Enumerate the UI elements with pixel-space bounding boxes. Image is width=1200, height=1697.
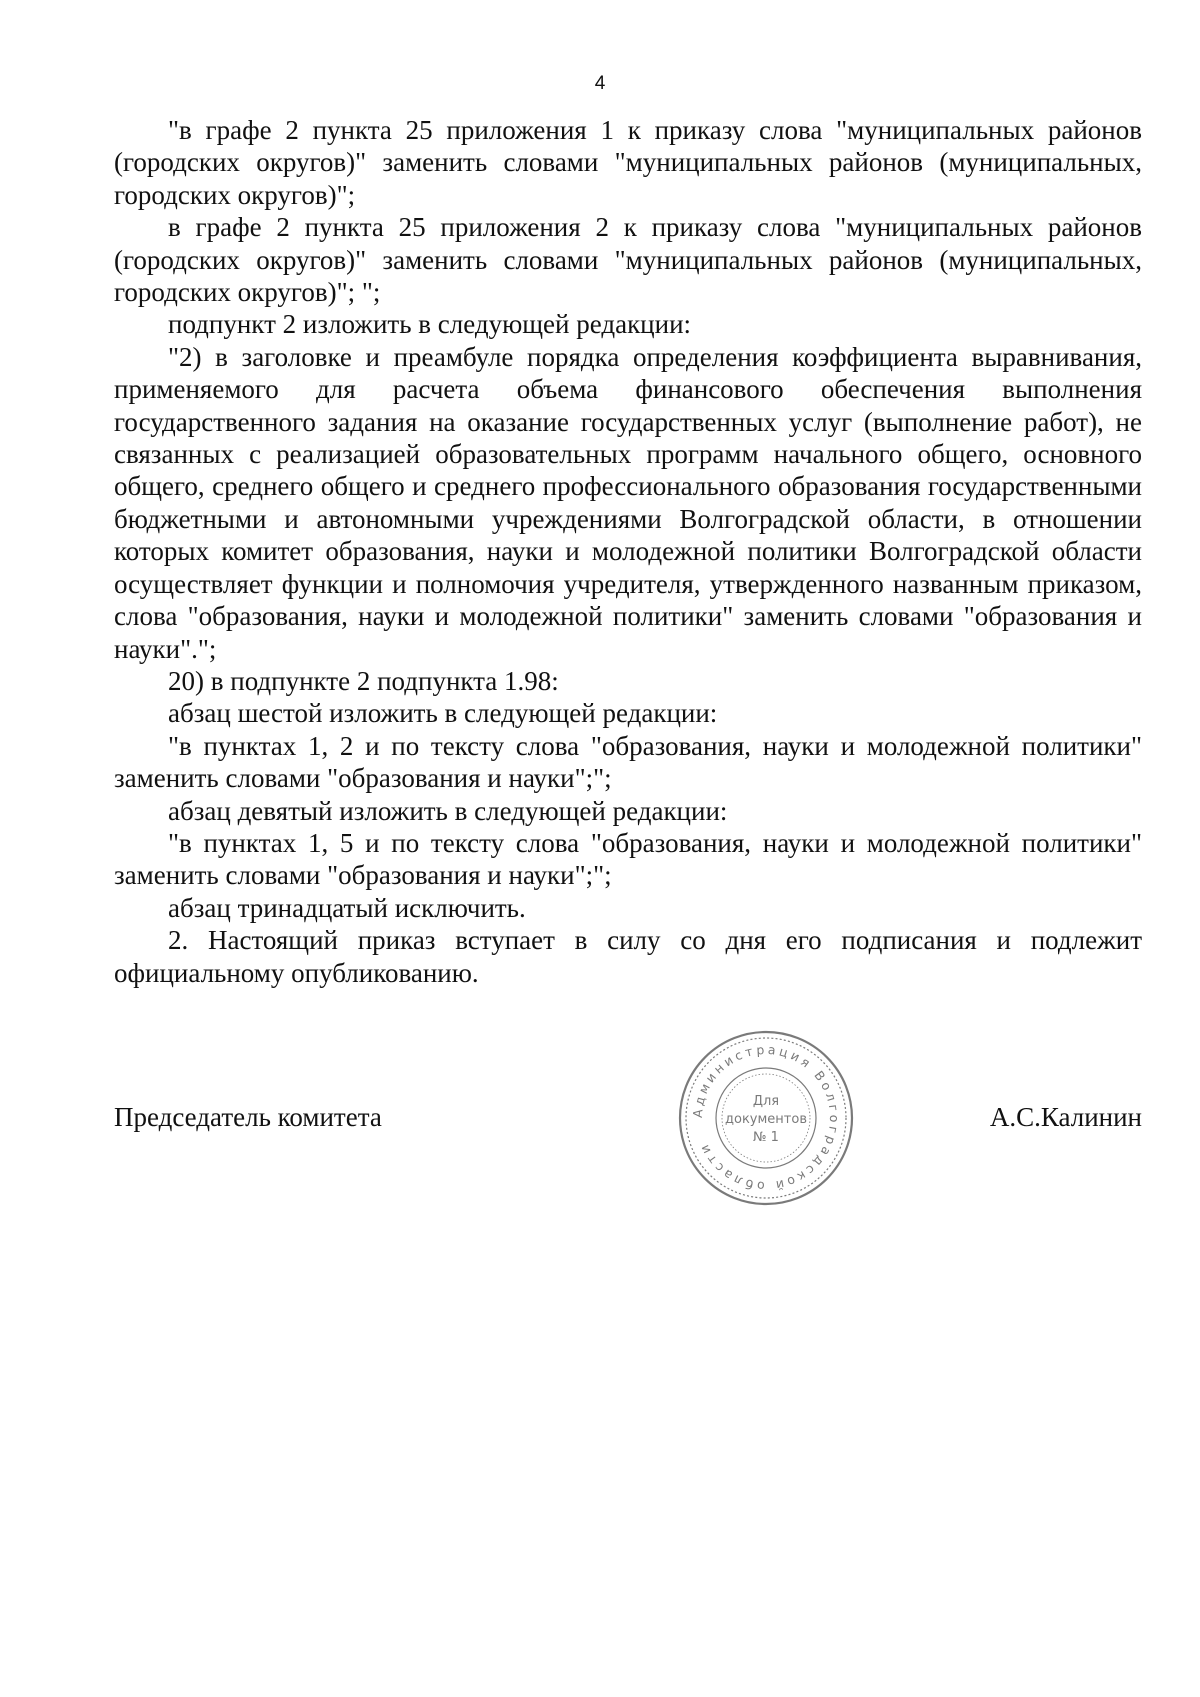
document-body bbox=[114, 114, 1142, 989]
paragraph: 2. Настоящий приказ вступает в силу со дня его подписания и подлежит официальному опубликованию. bbox=[114, 925, 1142, 988]
page-number: 4 bbox=[594, 73, 606, 94]
paragraph: подпункт 2 изложить в следующей редакции: bbox=[168, 309, 692, 340]
seal-center-line-2: документов bbox=[725, 1112, 807, 1127]
paragraph: в графе 2 пункта 25 приложения 2 к приказу слова "муниципальных районов (городских округов)" заменить словами "муниципальных районов (муниципальных, городских округов)"; "; bbox=[114, 212, 1142, 308]
paragraph: 20) в подпункте 2 подпункта 1.98: bbox=[168, 665, 559, 696]
seal-center-line-3: № 1 bbox=[753, 1130, 779, 1145]
paragraph: "в графе 2 пункта 25 приложения 1 к приказу слова "муниципальных районов (городских округов)" заменить словами "муниципальных районов (муниципальных, городских округов)"; bbox=[114, 115, 1142, 210]
paragraph: "в пунктах 1, 2 и по тексту слова "образования, науки и молодежной политики" заменить словами "образования и науки";"; bbox=[114, 730, 1142, 794]
paragraph: "в пунктах 1, 5 и по тексту слова "образования, науки и молодежной политики" заменить словами "образования и науки";"; bbox=[114, 827, 1142, 891]
signatory-name: А.С.Калинин bbox=[989, 1102, 1142, 1132]
official-seal bbox=[676, 1028, 856, 1208]
paragraph: абзац шестой изложить в следующей редакции: bbox=[168, 698, 718, 729]
seal-center-line-1: Для bbox=[752, 1094, 780, 1109]
paragraph: "2) в заголовке и преамбуле порядка определения коэффициента выравнивания, применяемого для расчета объема финансового обеспечения выполнения государственного задания на оказание государственных услуг (выполнение работ), не связанных с реализацией образовательных программ начального общего, основного общего, среднего общего и среднего профессионального образования государственными бюджетными и автономными учреждениями Волгоградской области, в отношении которых комитет образования, науки и молодежной политики Волгоградской области осуществляет функции и полномочия учредителя, утвержденного названным приказом, слова "образования, науки и молодежной политики" заменить словами "образования и науки"."; bbox=[114, 341, 1142, 664]
paragraph: абзац девятый изложить в следующей редакции: bbox=[168, 795, 728, 826]
paragraph: абзац тринадцатый исключить. bbox=[168, 892, 526, 923]
signatory-position: Председатель комитета bbox=[114, 1102, 382, 1132]
seal-stamp-icon bbox=[676, 1028, 856, 1208]
seal-ring-text: Администрация Волгоградской области bbox=[689, 1041, 843, 1195]
